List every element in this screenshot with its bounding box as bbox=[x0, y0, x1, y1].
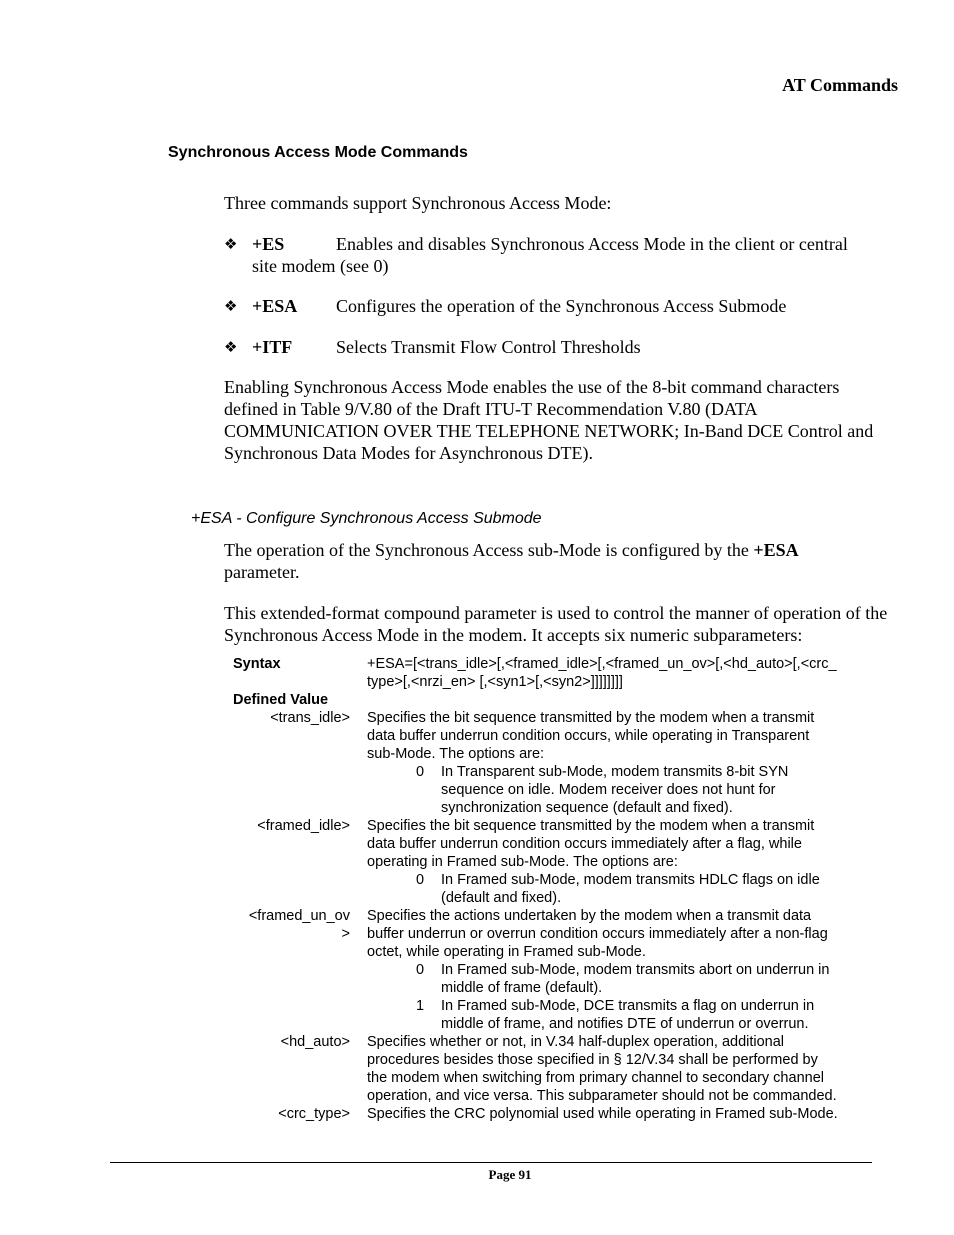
running-header: AT Commands bbox=[782, 75, 898, 95]
subsection-title: +ESA - Configure Synchronous Access Submode bbox=[191, 510, 542, 527]
command-description: Enables and disables Synchronous Access Mode in the client or central bbox=[336, 234, 848, 254]
esa-para1-text: The operation of the Synchronous Access sub-Mode is configured by the bbox=[224, 540, 754, 560]
syntax-label: Syntax bbox=[233, 656, 281, 672]
param-name-framed-un-ov-cont: > bbox=[341, 926, 350, 942]
param-desc-line: procedures besides those specified in § 12/V.34 shall be performed by bbox=[367, 1052, 818, 1068]
option-text-line: sequence on idle. Modem receiver does not hunt for bbox=[441, 782, 776, 798]
command-description-cont: site modem (see 0) bbox=[252, 256, 389, 276]
param-desc-line: sub-Mode. The options are: bbox=[367, 746, 545, 762]
param-desc-line: Specifies the CRC polynomial used while operating in Framed sub-Mode. bbox=[367, 1106, 838, 1122]
option-text-line: In Framed sub-Mode, modem transmits HDLC flags on idle bbox=[441, 872, 820, 888]
command-description: Configures the operation of the Synchronous Access Submode bbox=[336, 296, 787, 316]
bullet-item-itf bbox=[224, 336, 894, 358]
param-name-crc-type: <crc_type> bbox=[278, 1106, 350, 1122]
command-name: +ESA bbox=[252, 296, 298, 316]
option-text-line: (default and fixed). bbox=[441, 890, 562, 906]
diamond-bullet-icon: ❖ bbox=[224, 338, 238, 356]
param-desc-line: Specifies the actions undertaken by the modem when a transmit data bbox=[367, 908, 812, 924]
option-number: 0 bbox=[415, 872, 425, 888]
param-name-hd-auto: <hd_auto> bbox=[280, 1034, 350, 1050]
esa-paragraph-1 bbox=[224, 539, 894, 583]
option-text-line: In Framed sub-Mode, modem transmits abort on underrun in bbox=[441, 962, 830, 978]
param-desc-line: operation, and vice versa. This subparameter should not be commanded. bbox=[367, 1088, 837, 1104]
esa-para1-text-cont: parameter. bbox=[224, 562, 300, 582]
section-title: Synchronous Access Mode Commands bbox=[168, 144, 468, 161]
command-description: Selects Transmit Flow Control Thresholds bbox=[336, 337, 641, 357]
param-desc-line: Specifies the bit sequence transmitted by the modem when a transmit bbox=[367, 818, 815, 834]
syntax-line: type>[,<nrzi_en> [,<syn1>[,<syn2>]]]]]]]] bbox=[367, 674, 623, 690]
param-desc-line: Specifies whether or not, in V.34 half-duplex operation, additional bbox=[367, 1034, 785, 1050]
footer-divider bbox=[110, 1162, 872, 1163]
param-desc-line: operating in Framed sub-Mode. The options are: bbox=[367, 854, 678, 870]
param-desc-line: Specifies the bit sequence transmitted by the modem when a transmit bbox=[367, 710, 815, 726]
syntax-line: +ESA=[<trans_idle>[,<framed_idle>[,<framed_un_ov>[,<hd_auto>[,<crc_ bbox=[367, 656, 837, 672]
enabling-paragraph: Enabling Synchronous Access Mode enables the use of the 8-bit command characters defined in Table 9/V.80 of the Draft ITU-T Recommendation V.80 (DATA COMMUNICATION OVER THE TELEPHONE NETWORK; In-Band DCE Control and Synchronous Data Modes for Asynchronous DTE). bbox=[224, 377, 874, 463]
option-text-line: In Framed sub-Mode, DCE transmits a flag on underrun in bbox=[441, 998, 815, 1014]
option-text-line: middle of frame (default). bbox=[441, 980, 603, 996]
diamond-bullet-icon: ❖ bbox=[224, 297, 238, 315]
param-desc-line: the modem when switching from primary channel to secondary channel bbox=[367, 1070, 824, 1086]
page-number: Page 91 bbox=[488, 1167, 532, 1182]
option-number: 0 bbox=[415, 764, 425, 780]
param-name-framed-un-ov: <framed_un_ov bbox=[248, 908, 350, 924]
option-number: 0 bbox=[415, 962, 425, 978]
bullet-item-es bbox=[224, 233, 894, 277]
diamond-bullet-icon: ❖ bbox=[224, 235, 238, 253]
command-name: +ES bbox=[252, 234, 285, 254]
param-desc-line: buffer underrun or overrun condition occurs immediately after a non-flag bbox=[367, 926, 828, 942]
command-name: +ITF bbox=[252, 337, 293, 357]
option-text-line: middle of frame, and notifies DTE of underrun or overrun. bbox=[441, 1016, 809, 1032]
param-desc-line: data buffer underrun condition occurs immediately after a flag, while bbox=[367, 836, 802, 852]
param-name-trans-idle: <trans_idle> bbox=[270, 710, 350, 726]
param-name-framed-idle: <framed_idle> bbox=[257, 818, 350, 834]
bullet-item-esa bbox=[224, 295, 894, 317]
option-text-line: In Transparent sub-Mode, modem transmits 8-bit SYN bbox=[441, 764, 789, 780]
option-text-line: synchronization sequence (default and fixed). bbox=[441, 800, 733, 816]
defined-value-label: Defined Value bbox=[233, 692, 329, 708]
esa-paragraph-2: This extended-format compound parameter is used to control the manner of operation of the Synchronous Access Mode in the modem. It accepts six numeric subparameters: bbox=[224, 603, 888, 645]
param-desc-line: data buffer underrun condition occurs, while operating in Transparent bbox=[367, 728, 810, 744]
param-desc-line: octet, while operating in Framed sub-Mode. bbox=[367, 944, 646, 960]
esa-para1-bold: +ESA bbox=[753, 540, 799, 560]
option-number: 1 bbox=[415, 998, 425, 1014]
intro-paragraph: Three commands support Synchronous Access Mode: bbox=[224, 193, 612, 213]
